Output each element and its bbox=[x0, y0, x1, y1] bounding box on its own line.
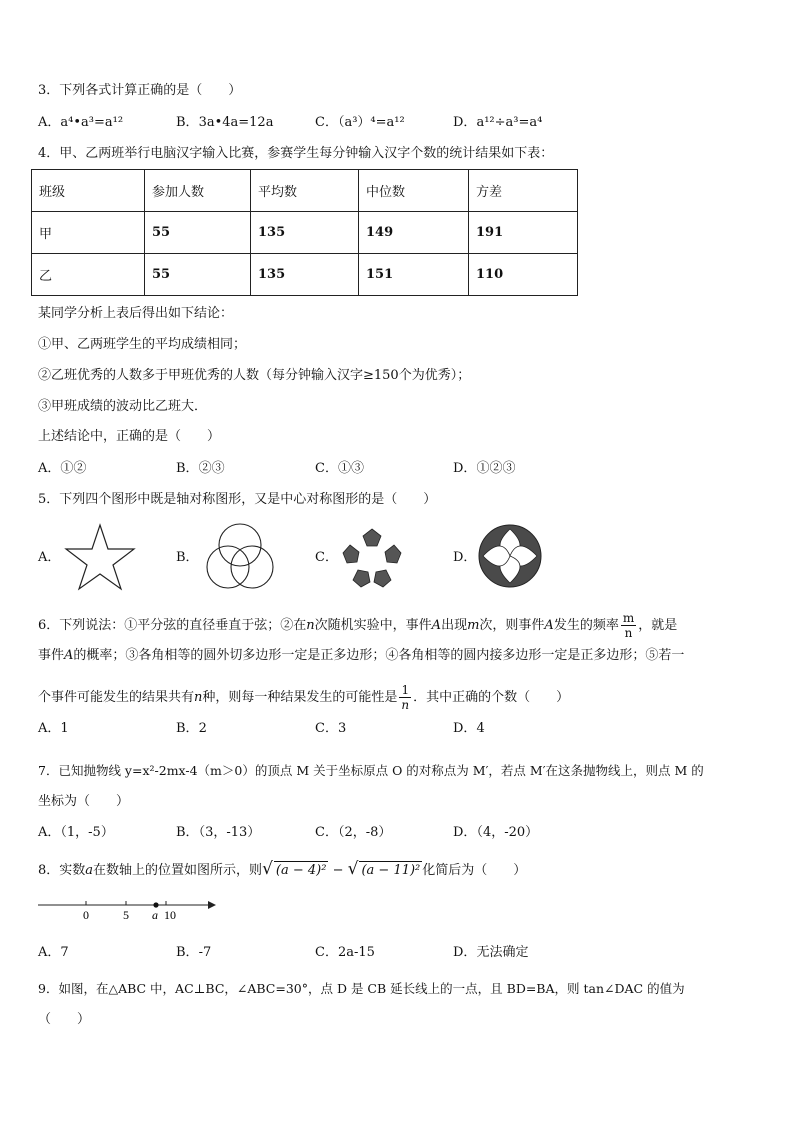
option-letter: D． bbox=[453, 825, 477, 840]
table-cell: 151 bbox=[359, 254, 469, 296]
numerator: 1 bbox=[399, 683, 411, 698]
q6-option-a[interactable] bbox=[38, 720, 69, 738]
fraction-1-over-n bbox=[399, 683, 411, 712]
q7-option-a[interactable] bbox=[38, 824, 114, 842]
q8-text: 8．实数 bbox=[38, 863, 86, 878]
option-text: （3，-13） bbox=[198, 825, 261, 840]
q4-conclusion-2: ②乙班优秀的人数多于甲班优秀的人数（每分钟输入汉字≥150个为优秀）； bbox=[38, 368, 471, 383]
q5-option-b[interactable] bbox=[176, 549, 199, 567]
q6-text: 6．下列说法：①平分弦的直径垂直于弦；②在 bbox=[38, 618, 307, 633]
option-text: （1，-5） bbox=[60, 825, 114, 840]
q3-option-a[interactable] bbox=[38, 114, 123, 132]
five-point-star-figure bbox=[64, 523, 136, 591]
option-letter: C． bbox=[315, 945, 338, 960]
q9-line-2: （ ） bbox=[38, 1012, 91, 1027]
option-text: 3a•4a=12a bbox=[198, 115, 274, 130]
q4-conclusion-1: ①甲、乙两班学生的平均成绩相同； bbox=[38, 337, 247, 352]
table-cell: 乙 bbox=[32, 254, 145, 296]
var-A: A bbox=[431, 618, 442, 633]
option-letter: B． bbox=[176, 825, 199, 840]
q7-option-b[interactable] bbox=[176, 824, 260, 842]
radicand-2: (a − 11)² bbox=[361, 863, 421, 878]
option-text: （a³）⁴=a¹² bbox=[337, 115, 405, 130]
table-row bbox=[32, 254, 578, 296]
table-cell: 135 bbox=[251, 254, 359, 296]
numerator: m bbox=[622, 611, 635, 625]
option-text: 3 bbox=[337, 721, 347, 736]
label-10: 10 bbox=[164, 908, 176, 922]
table-cell: 191 bbox=[469, 212, 578, 254]
q8-stem bbox=[38, 860, 526, 880]
option-text: （2，-8） bbox=[337, 825, 392, 840]
fraction-m-over-n bbox=[621, 611, 636, 640]
table-cell: 110 bbox=[469, 254, 578, 296]
q6-text: 种，则每一种结果发生的可能性是 bbox=[202, 690, 398, 705]
pentagon-cluster-figure bbox=[339, 525, 405, 589]
q6-option-b[interactable] bbox=[176, 720, 207, 738]
q8-text: 化简后为（ ） bbox=[422, 863, 527, 878]
q4-option-c[interactable] bbox=[315, 460, 364, 478]
option-text: 1 bbox=[60, 721, 69, 736]
option-text: ①③ bbox=[337, 461, 364, 476]
table-header: 方差 bbox=[469, 170, 578, 212]
circle-petals-figure bbox=[477, 523, 543, 589]
option-letter: A． bbox=[38, 115, 61, 130]
option-letter: B． bbox=[176, 115, 199, 130]
table-header: 平均数 bbox=[251, 170, 359, 212]
q8-option-c[interactable] bbox=[315, 944, 375, 962]
q6-text: 的概率；③各角相等的圆外切多边形一定是正多边形；④各角相等的圆内接多边形一定是正多边形；⑤若一 bbox=[73, 648, 685, 663]
radical-sign: √ bbox=[262, 859, 273, 879]
radicand-1: (a − 4)² bbox=[275, 863, 327, 878]
option-text: ①② bbox=[60, 461, 87, 476]
q6-line-1 bbox=[38, 611, 677, 640]
q6-line-2 bbox=[38, 647, 684, 665]
option-letter: C． bbox=[315, 115, 338, 130]
option-text: 7 bbox=[60, 945, 69, 960]
denominator: n bbox=[401, 698, 410, 712]
option-letter: B． bbox=[176, 721, 199, 736]
table-header-row bbox=[32, 170, 578, 212]
table-cell: 甲 bbox=[32, 212, 145, 254]
var-a: a bbox=[85, 863, 94, 878]
q5-option-d[interactable] bbox=[453, 549, 476, 567]
q7-option-c[interactable] bbox=[315, 824, 391, 842]
q6-option-d[interactable] bbox=[453, 720, 485, 738]
q6-text: 个事件可能发生的结果共有 bbox=[38, 690, 195, 705]
table-cell: 135 bbox=[251, 212, 359, 254]
q6-text: 次随机实验中，事件 bbox=[314, 618, 432, 633]
var-A: A bbox=[544, 618, 554, 633]
option-text: ①②③ bbox=[476, 461, 516, 476]
option-letter: C． bbox=[315, 550, 338, 565]
q9-line-1: 9．如图，在△ABC 中，AC⊥BC，∠ABC=30°，点 D 是 CB 延长线上的一点，且 BD=BA，则 tan∠DAC 的值为 bbox=[38, 981, 685, 996]
q6-text: 事件 bbox=[38, 648, 65, 663]
q5-option-a[interactable] bbox=[38, 549, 60, 567]
q6-text: 发生的频率 bbox=[553, 618, 619, 633]
table-cell: 149 bbox=[359, 212, 469, 254]
var-n: n bbox=[194, 690, 203, 705]
q4-option-d[interactable] bbox=[453, 460, 515, 478]
q6-text: 出现 bbox=[441, 618, 468, 633]
q6-line-3 bbox=[38, 683, 569, 712]
option-text: 无法确定 bbox=[476, 945, 529, 960]
q5-option-c[interactable] bbox=[315, 549, 338, 567]
var-m: m bbox=[467, 618, 480, 633]
option-letter: A． bbox=[38, 721, 61, 736]
option-letter: D． bbox=[453, 461, 477, 476]
option-text: -7 bbox=[198, 945, 212, 960]
option-letter: A． bbox=[38, 550, 61, 565]
q3-option-c[interactable] bbox=[315, 114, 405, 132]
option-letter: A． bbox=[38, 461, 61, 476]
option-text: 4 bbox=[476, 721, 485, 736]
minus-sign: − bbox=[328, 863, 348, 878]
option-letter: C． bbox=[315, 721, 338, 736]
option-letter: B． bbox=[176, 945, 199, 960]
label-a: a bbox=[152, 908, 158, 922]
table-header: 参加人数 bbox=[145, 170, 251, 212]
var-n: n bbox=[306, 618, 315, 633]
q7-line-2: 坐标为（ ） bbox=[38, 794, 130, 809]
q4-question: 上述结论中，正确的是（ ） bbox=[38, 429, 221, 444]
table-header: 班级 bbox=[32, 170, 145, 212]
q4-option-a[interactable] bbox=[38, 460, 86, 478]
point-a bbox=[153, 902, 158, 907]
option-letter: D． bbox=[453, 721, 477, 736]
option-letter: B． bbox=[176, 550, 199, 565]
option-letter: D． bbox=[453, 945, 477, 960]
label-0: 0 bbox=[83, 908, 89, 922]
option-text: 2a-15 bbox=[337, 945, 375, 960]
table-row bbox=[32, 212, 578, 254]
q6-text: ．其中正确的个数（ ） bbox=[413, 690, 570, 705]
q3-stem: 3．下列各式计算正确的是（ ） bbox=[38, 83, 242, 98]
table-cell: 55 bbox=[145, 254, 251, 296]
option-text: （4，-20） bbox=[476, 825, 539, 840]
option-text: 2 bbox=[198, 721, 207, 736]
q4-analysis: 某同学分析上表后得出如下结论： bbox=[38, 306, 234, 321]
q8-option-b[interactable] bbox=[176, 944, 211, 962]
q8-option-d[interactable] bbox=[453, 944, 528, 962]
q3-option-d[interactable] bbox=[453, 114, 542, 132]
q6-option-c[interactable] bbox=[315, 720, 346, 738]
table-header: 中位数 bbox=[359, 170, 469, 212]
q8-option-a[interactable] bbox=[38, 944, 69, 962]
q7-option-d[interactable] bbox=[453, 824, 538, 842]
option-letter: C． bbox=[315, 825, 338, 840]
label-5: 5 bbox=[123, 908, 129, 922]
option-letter: C． bbox=[315, 461, 338, 476]
arrow-right-icon bbox=[208, 901, 216, 909]
q6-text: ，就是 bbox=[638, 618, 678, 633]
denominator: n bbox=[624, 626, 633, 640]
radical-sign: √ bbox=[347, 859, 359, 879]
q4-option-b[interactable] bbox=[176, 460, 225, 478]
option-text: a⁴•a³=a¹² bbox=[60, 115, 124, 130]
option-letter: D． bbox=[453, 550, 477, 565]
three-circles-figure bbox=[203, 521, 277, 593]
q7-line-1: 7．已知抛物线 y=x²-2mx-4（m＞0）的顶点 M 关于坐标原点 O 的对称点为 M′，若点 M′在这条抛物线上，则点 M 的 bbox=[38, 763, 704, 778]
q8-text: 在数轴上的位置如图所示，则 bbox=[93, 863, 263, 878]
q3-option-b[interactable] bbox=[176, 114, 273, 132]
option-letter: A． bbox=[38, 945, 61, 960]
q5-stem: 5．下列四个图形中既是轴对称图形，又是中心对称图形的是（ ） bbox=[38, 492, 437, 507]
q6-text: 次，则事件 bbox=[479, 618, 545, 633]
option-text: ②③ bbox=[198, 461, 225, 476]
option-letter: A． bbox=[38, 825, 61, 840]
option-letter: B． bbox=[176, 461, 199, 476]
option-letter: D． bbox=[453, 115, 477, 130]
q4-stem: 4．甲、乙两班举行电脑汉字输入比赛，参赛学生每分钟输入汉字个数的统计结果如下表： bbox=[38, 146, 554, 161]
q4-conclusion-3: ③甲班成绩的波动比乙班大． bbox=[38, 399, 208, 414]
table-cell: 55 bbox=[145, 212, 251, 254]
number-line-figure bbox=[38, 895, 220, 925]
stats-table bbox=[31, 169, 578, 296]
var-A: A bbox=[64, 648, 74, 663]
option-text: a¹²÷a³=a⁴ bbox=[476, 115, 543, 130]
